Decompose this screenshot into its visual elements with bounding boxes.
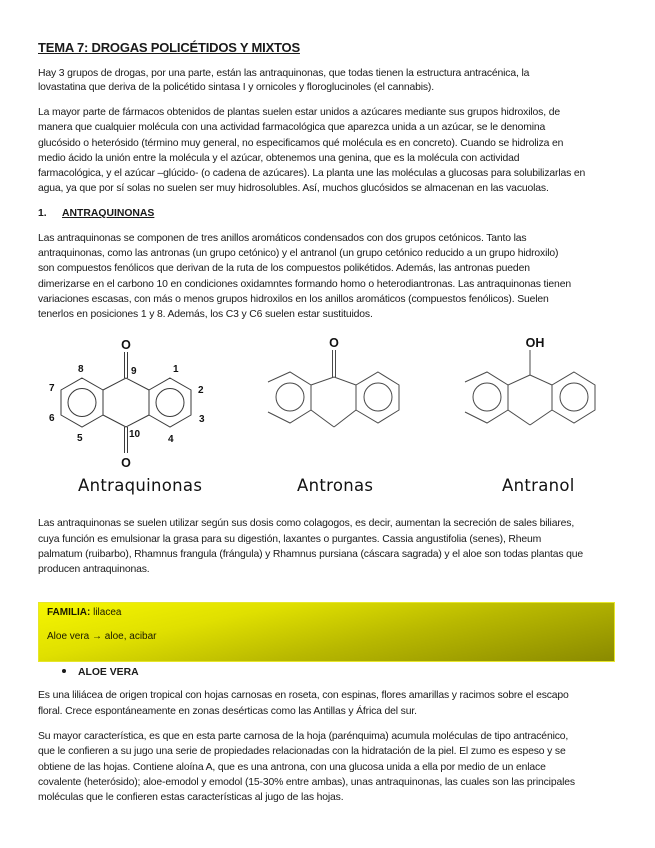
bullet-label: ALOE VERA bbox=[78, 667, 139, 678]
text-line: Las antraquinonas se suelen utilizar según sus dosis como colagogos, es decir, aumentan la secreción de sales biliares, bbox=[38, 518, 575, 529]
text-line: floral. Crece espontáneamente en zonas desérticas como las Antillas y África del sur. bbox=[38, 706, 417, 717]
anthrone-structure bbox=[268, 350, 399, 427]
text-line: La mayor parte de fármacos obtenidos de plantas suelen estar unidos a azúcares mediante sus grupos hidroxilos, de bbox=[38, 107, 560, 118]
text-line: Las antraquinonas se componen de tres anillos aromáticos condensados con dos grupos cetónicos. Tanto las bbox=[38, 233, 527, 244]
position-10-label: 10 bbox=[129, 429, 141, 440]
text-line: cuya función es emulsionar la grasa para su digestión, laxantes o purgantes. Cassia angustifolia (senes), Rheum bbox=[38, 534, 542, 545]
text-line: que le confieren a su jugo una serie de propiedades relacionadas con la hidratación de la piel. El zumo es espeso y se bbox=[38, 746, 566, 757]
text-line: Hay 3 grupos de drogas, por una parte, están las antraquinonas, que todas tienen la estructura antracénica, la bbox=[38, 68, 530, 79]
oxygen-label-bottom: O bbox=[121, 456, 131, 470]
family-label: FAMILIA: bbox=[47, 607, 91, 618]
position-9-label: 9 bbox=[131, 366, 137, 377]
section-number: 1. bbox=[38, 208, 47, 219]
text-line: glucósido o heterósido (término muy general, no especificamos qué molécula es en concreto). Cuando se hidroliza en bbox=[38, 138, 564, 149]
family-line bbox=[47, 607, 121, 618]
text-line: obtiene de las hojas. Contiene aloína A, que es una antrona, con una glucosa unida a ella por medio de un enlace bbox=[38, 762, 546, 773]
oxygen-label-top: O bbox=[121, 338, 131, 352]
text-line: medio ácido la unión entre la molécula y el azúcar, obtenemos una genina, que es la molécula con actividad bbox=[38, 153, 520, 164]
anthranol-structure bbox=[465, 350, 595, 425]
text-line: moléculas que le confieren estas características al jugo de las hojas. bbox=[38, 792, 344, 803]
bullet-aloe-vera bbox=[62, 667, 139, 678]
text-line: palmatum (ruibarbo), Rhamnus frangula (frángula) y Rhamnus pursiana (cáscara sagrada) y el aloe son todas plantas que bbox=[38, 549, 583, 560]
position-6-label: 6 bbox=[49, 413, 55, 424]
text-line: Es una liliácea de origen tropical con hojas carnosas en roseta, con espinas, flores amarillas y racimos sobre el escapo bbox=[38, 690, 569, 701]
text-line: Su mayor característica, es que en esta parte carnosa de la hoja (parénquima) acumula moléculas de tipo antracénico, bbox=[38, 731, 569, 742]
section-title: ANTRAQUINONAS bbox=[62, 208, 155, 219]
position-1-label: 1 bbox=[173, 364, 179, 375]
species-line: Aloe vera → aloe, acibar bbox=[47, 631, 157, 642]
page-title: TEMA 7: DROGAS POLICÉTIDOS Y MIXTOS bbox=[38, 40, 300, 55]
text-line: agua, ya que por sí solas no suelen ser muy hidrosolubles. Así, muchos glucósidos se almacenan en las vacuolas. bbox=[38, 183, 549, 194]
caption-antraquinonas: Antraquinonas bbox=[78, 476, 203, 495]
text-line: farmacológica, y el azúcar –glúcido- (o cadena de azúcares). La planta une las moléculas a glucosas para solubilizarlas en bbox=[38, 168, 586, 179]
text-line: dimerizarse en el carbono 10 en condiciones oxidamntes formando homo o heterodiantronas. Las antraquinonas tienen bbox=[38, 279, 571, 290]
family-value: lilacea bbox=[93, 607, 122, 618]
anthranol-hydroxyl-label: OH bbox=[525, 336, 545, 350]
position-5-label: 5 bbox=[77, 433, 83, 444]
position-7-label: 7 bbox=[49, 383, 55, 394]
text-line: son compuestos fenólicos que derivan de la ruta de los compuestos polikétidos. Además, las antronas pueden bbox=[38, 263, 530, 274]
text-line: antraquinonas, como las antronas (un grupo cetónico) y el antranol (un grupo cetónico reducido a un grupo hidroxilo) bbox=[38, 248, 559, 259]
anthrone-oxygen-label: O bbox=[329, 336, 339, 350]
text-line: lovastatina que deriva de la policétido sintasa I y ornicoles y floroglucinoles (el cannabis). bbox=[38, 82, 434, 93]
family-box bbox=[38, 602, 615, 662]
position-3-label: 3 bbox=[199, 414, 205, 425]
position-8-label: 8 bbox=[78, 364, 84, 375]
caption-antronas: Antronas bbox=[297, 476, 374, 495]
caption-antranol: Antranol bbox=[502, 476, 575, 495]
text-line: variaciones escasas, con más o menos grupos hidroxilos en los anillos aromáticos (compuestos fenólicos). Suelen bbox=[38, 294, 549, 305]
position-2-label: 2 bbox=[198, 385, 204, 396]
text-line: covalente (heterósido); aloe-emodol y emodol (15-30% entre ambas), unas antraquinonas, las cuales son las principales bbox=[38, 777, 575, 788]
text-line: manera que cualquier molécula con una actividad farmacológica que aparezca unida a un azúcar, se le denomina bbox=[38, 122, 546, 133]
text-line: producen antraquinonas. bbox=[38, 564, 150, 575]
text-line: tenerlos en posiciones 1 y 8. Además, los C3 y C6 suelen estar sustituidos. bbox=[38, 309, 373, 320]
bullet-icon bbox=[62, 669, 66, 673]
position-4-label: 4 bbox=[168, 434, 174, 445]
